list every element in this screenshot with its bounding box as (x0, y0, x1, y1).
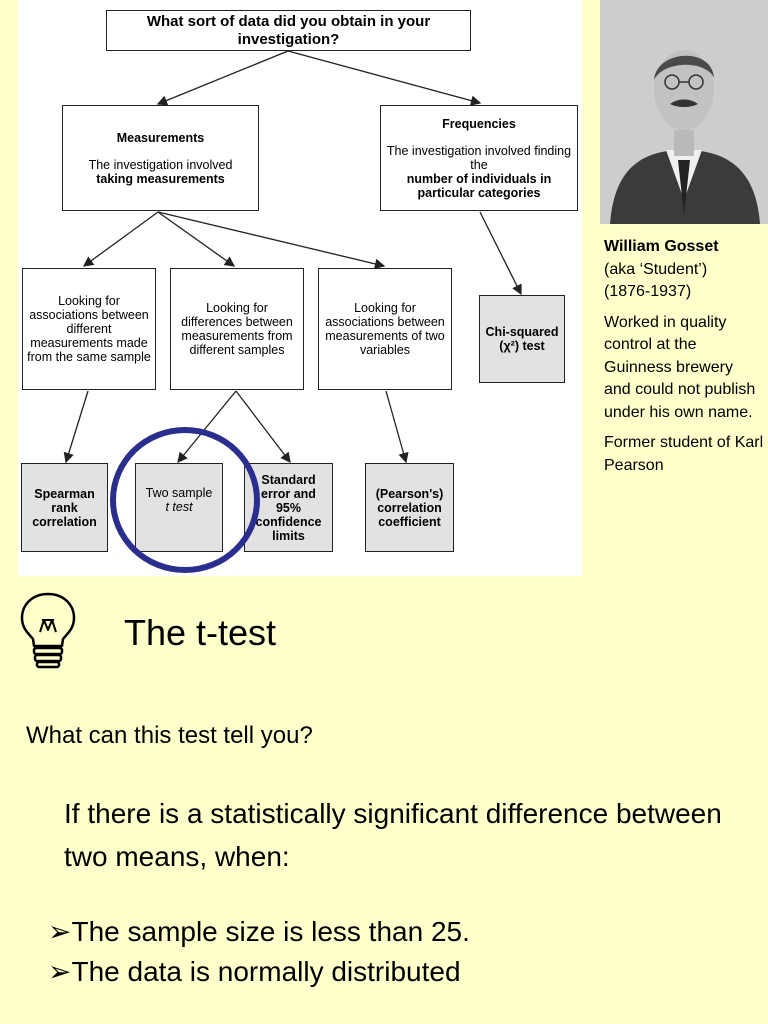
differences-box (170, 268, 304, 390)
measurements-title: Measurements (116, 130, 205, 145)
associations-two-box (318, 268, 452, 390)
bullet-item: ➢The data is normally distributed (48, 956, 461, 987)
spearman-text: Spearman rank correlation (32, 486, 97, 529)
arrow-to-pearson (386, 391, 406, 462)
associations-same-box (22, 268, 156, 390)
arrow-to-chi (480, 212, 521, 294)
gosset-years: (1876-1937) (604, 283, 692, 300)
arrow-to-associations-two (158, 212, 384, 266)
measurements-bold: taking measurements (96, 171, 225, 186)
frequencies-bold: number of individuals in particular categories (406, 171, 552, 200)
associations-two-text: Looking for associations between measurements of two variables (325, 301, 445, 357)
chi-squared-text: Chi-squared (χ²) test (485, 325, 559, 353)
frequencies-box (380, 105, 578, 211)
standard-error-text: Standard error and 95% confidence limits (255, 472, 322, 543)
arrow-to-measurements (158, 51, 288, 104)
flowchart (18, 0, 582, 576)
arrow-to-spearman (66, 391, 88, 462)
arrow-to-frequencies (288, 51, 480, 103)
bullet-text: The sample size is less than 25. (71, 916, 470, 947)
t-test-text: t test (165, 500, 193, 514)
chi-squared-box (479, 295, 565, 383)
arrow-to-differences (158, 212, 234, 266)
question-box (106, 10, 471, 51)
gosset-aka: (aka ‘Student’) (604, 260, 708, 278)
pearson-text: (Pearson's) correlation coefficient (375, 486, 444, 529)
bullet-text: The data is normally distributed (71, 956, 461, 987)
two-sample-text: Two sample (145, 486, 213, 500)
slide-answer: If there is a statistically significant difference between two means, when: (64, 798, 722, 872)
frequencies-title: Frequencies (442, 116, 516, 131)
slide-question: What can this test tell you? (26, 722, 313, 749)
differences-text: Looking for differences between measurements from different samples (181, 301, 293, 357)
measurements-box (62, 105, 259, 211)
gosset-work: Worked in quality control at the Guinness brewery and could not publish under his own name. (604, 313, 756, 421)
arrow-to-associations-same (84, 212, 158, 266)
spearman-box (21, 463, 108, 552)
highlight-circle (110, 427, 260, 573)
gosset-former: Former student of Karl Pearson (604, 434, 764, 474)
bullet-item: ➢The sample size is less than 25. (48, 916, 470, 947)
arrow-to-standard-error (236, 391, 290, 462)
gosset-info (604, 236, 764, 485)
question-text: What sort of data did you obtain in your investigation? (146, 12, 431, 48)
gosset-name: William Gosset (604, 238, 719, 255)
frequencies-body: The investigation involved finding the (386, 143, 572, 172)
measurements-body: The investigation involved (88, 157, 233, 172)
lightbulb-icon (16, 590, 80, 672)
associations-same-text: Looking for associations between different measurements made from the same sample (27, 294, 151, 364)
pearson-box (365, 463, 454, 552)
slide-title: The t-test (124, 612, 277, 653)
gosset-portrait (600, 0, 768, 224)
